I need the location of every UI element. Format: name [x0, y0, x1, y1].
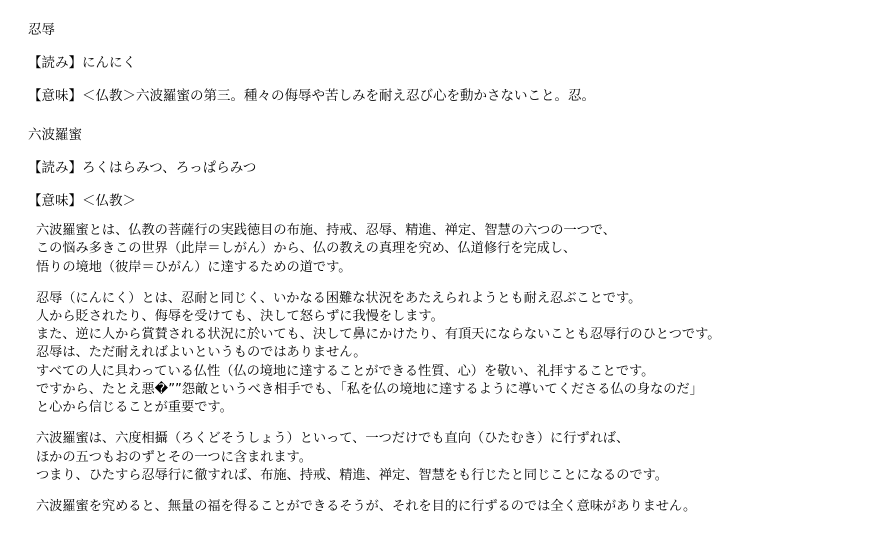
paragraph-gap: [0, 417, 881, 430]
entry-meaning-1: 【意味】＜仏教＞六波羅蜜の第三。種々の侮辱や苦しみを耐え忍び心を動かさないこと。忍。: [28, 88, 595, 105]
entry-gap: [0, 105, 881, 127]
entry-reading-2: 【読み】ろくはらみつ、ろっぱらみつ: [28, 159, 257, 176]
body-line: 忍辱（にんにく）とは、忍耐と同じく、いかなる困難な状況をあたえられようとも耐え忍ぶことです。: [36, 290, 642, 306]
body-line: また、逆に人から賞賛される状況に於いても、決して鼻にかけたり、有頂天にならないことも忍辱行のひとつです。: [36, 327, 721, 343]
dictionary-entry-2: [0, 127, 881, 210]
entry-reading-1: 【読み】にんにく: [28, 55, 136, 72]
paragraph-gap: [0, 277, 881, 290]
body-paragraph-3: [36, 430, 881, 485]
dictionary-entry-1: [0, 22, 881, 105]
body-paragraph-4: [36, 498, 881, 516]
body-line: ほかの五つもおのずとその一つに含まれます。: [36, 449, 312, 465]
spacer: [0, 71, 881, 88]
body-gap: [0, 209, 881, 222]
body-paragraph-1: [36, 222, 881, 277]
body-line: ですから、たとえ悪�””怨敵というべき相手でも、「私を仏の境地に達するように導いてくださる仏の身なのだ」: [36, 381, 703, 397]
body-paragraph-2: [36, 290, 881, 418]
body-line: 忍辱は、ただ耐えればよいというものではありません。: [36, 345, 367, 361]
body-line: と心から信じることが重要です。: [36, 400, 233, 416]
body-line: つまり、ひたすら忍辱行に徹すれば、布施、持戒、精進、禅定、智慧をも行じたと同じことになるのです。: [36, 467, 668, 483]
entry-term-1: 忍辱: [28, 22, 55, 38]
spacer: [0, 143, 881, 160]
top-spacer: [0, 0, 881, 22]
body-line: 六波羅蜜は、六度相攝（ろくどそうしょう）といって、一つだけでも直向（ひたむき）に行ずれば、: [36, 431, 630, 447]
entry-term-2: 六波羅蜜: [28, 126, 82, 143]
body-line: 六波羅蜜を究めると、無量の福を得ることができるそうが、それを目的に行ずるのでは全く意味がありません。: [36, 498, 697, 514]
body-line: 悟りの境地（彼岸＝ひがん）に達するための道です。: [36, 259, 352, 275]
body-line: 六波羅蜜とは、仏教の菩薩行の実践徳目の布施、持戒、忍辱、精進、禅定、智慧の六つの一つで、: [36, 223, 616, 239]
spacer: [0, 38, 881, 55]
paragraph-gap: [0, 485, 881, 498]
body-line: 人から貶されたり、侮辱を受けても、決して怒らずに我慢をします。: [36, 309, 444, 324]
body-line: すべての人に具わっている仏性（仏の境地に達することができる性質、心）を敬い、礼拝することです。: [36, 363, 655, 379]
body-line: この悩み多きこの世界（此岸＝しがん）から、仏の教えの真理を究め、仏道修行を完成し、: [36, 241, 577, 257]
entry-meaning-2: 【意味】＜仏教＞: [28, 192, 136, 209]
spacer: [0, 176, 881, 193]
